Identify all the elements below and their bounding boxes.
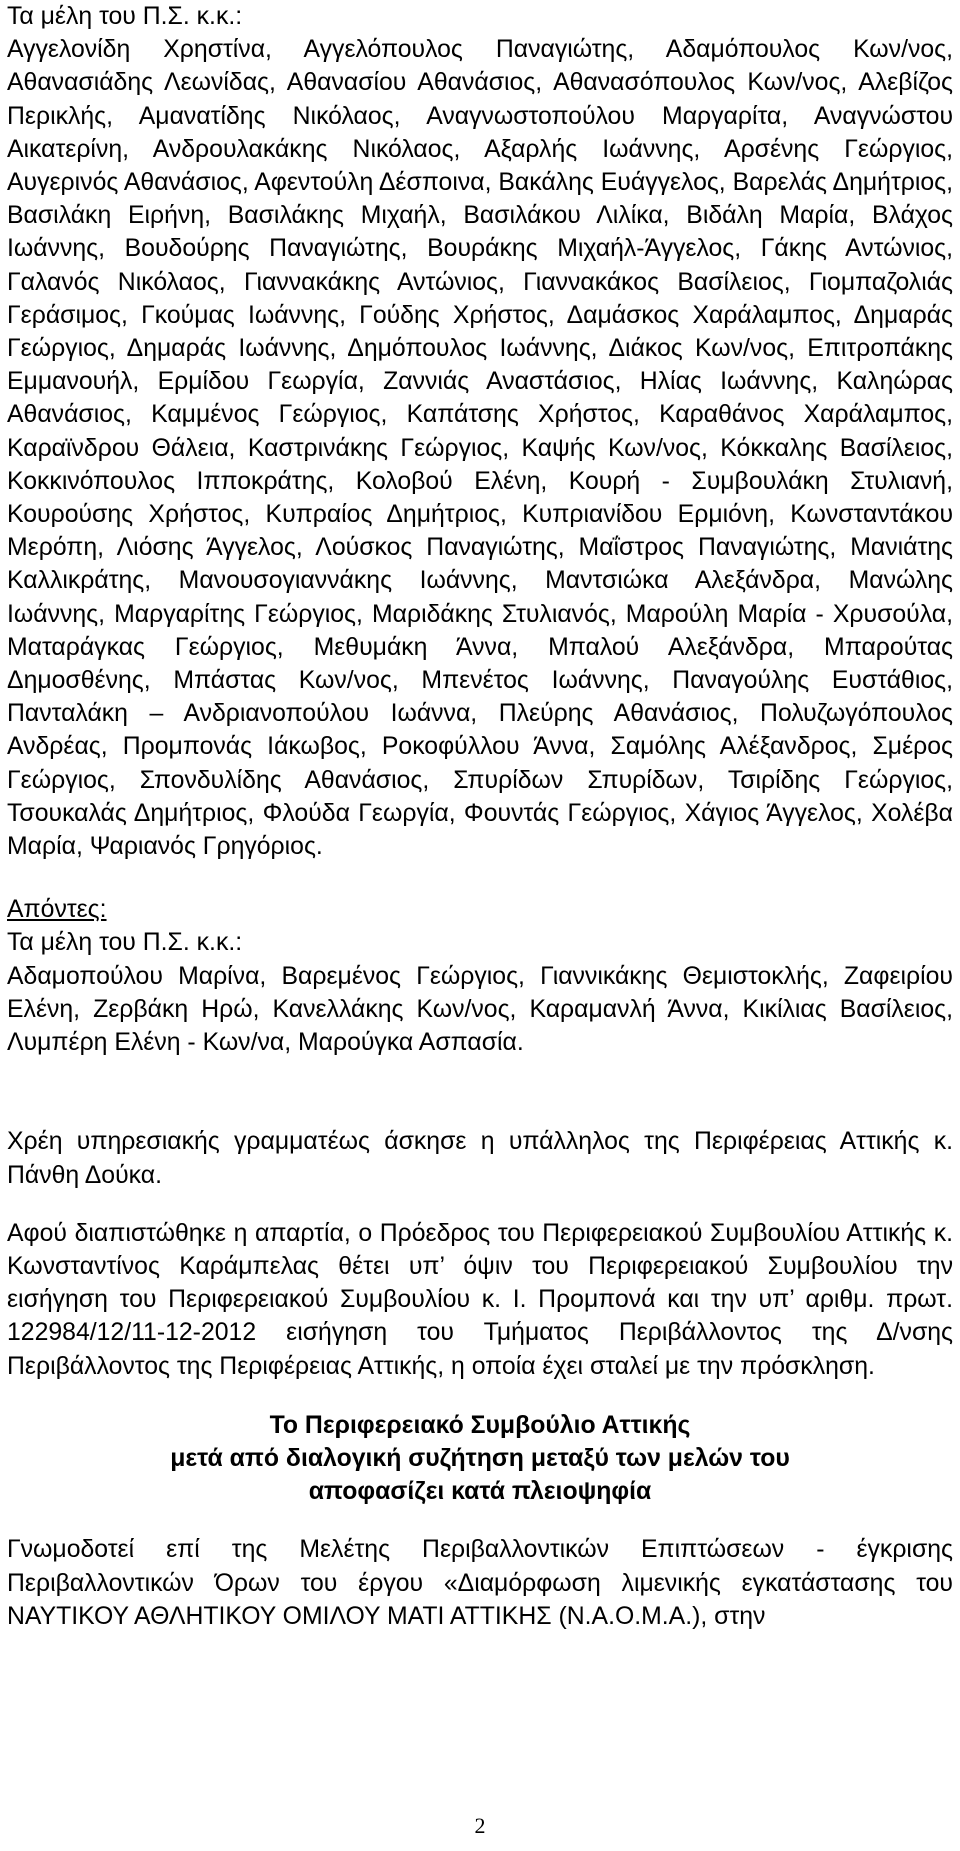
decision-line-discussion: μετά από διαλογική συζήτηση μεταξύ των μελών του (170, 1444, 790, 1472)
decision-line-majority: αποφασίζει κατά πλειοψηφία (308, 1478, 652, 1506)
absent-title: Απόντες: (7, 896, 107, 924)
absent-members-list: Αδαμοπούλου Μαρίνα, Βαρεμένος Γεώργιος, Γιαννικάκης Θεμιστοκλής, Ζαφειρίου Ελένη, Ζερβάκη Ηρώ, Κανελλάκης Κων/νος, Καραμανλή Άννα, Κικίλιας Βασίλειος, Λυμπέρη Ελένη - Κων/να, Μαρούγκα Ασπασία. (7, 962, 953, 1057)
decision-line-council: Το Περιφερειακό Συμβούλιο Αττικής (269, 1411, 691, 1439)
spacer (7, 1508, 953, 1533)
quorum-paragraph: Αφού διαπιστώθηκε η απαρτία, ο Πρόεδρος του Περιφερειακού Συμβουλίου Αττικής κ. Κωνσταντίνος Καράμπελας θέτει υπ’ όψιν του Περιφερειακού Συμβουλίου την εισήγηση του Περιφερειακού Συμβουλίου κ. Ι. Προμπονά και την υπ’ αριθμ. πρωτ. 122984/12/11-12-2012 εισήγηση του Τμήματος Περιβάλλοντος της Δ/νσης Περιβάλλοντος της Περιφέρειας Αττικής, η οποία έχει σταλεί με την πρόσκληση. (7, 1219, 953, 1380)
absent-members-heading: Τα μέλη του Π.Σ. κ.κ.: (7, 929, 243, 957)
secretary-paragraph: Χρέη υπηρεσιακής γραμματέως άσκησε η υπάλληλος της Περιφέρειας Αττικής κ. Πάνθη Δούκα. (7, 1128, 953, 1189)
present-members-heading: Τα μέλη του Π.Σ. κ.κ.: (7, 3, 243, 30)
spacer (7, 1059, 953, 1125)
page-number: 2 (474, 1813, 486, 1838)
document-page (7, 0, 953, 1633)
opinion-paragraph: Γνωμοδοτεί επί της Μελέτης Περιβαλλοντικών Επιπτώσεων - έγκρισης Περιβαλλοντικών Όρων του έργου «Διαμόρφωση λιμενικής εγκατάστασης του ΝΑΥΤΙΚΟΥ ΑΘΛΗΤΙΚΟΥ ΟΜΙΛΟΥ ΜΑΤΙ ΑΤΤΙΚΗΣ (Ν.Α.Ο.Μ.Α.), στην (7, 1536, 953, 1630)
present-members-list: Αγγελονίδη Χρηστίνα, Αγγελόπουλος Παναγιώτης, Αδαμόπουλος Κων/νος, Αθανασιάδης Λεωνίδας, Αθανασίου Αθανάσιος, Αθανασόπουλος Κων/νος, Αλεβίζος Περικλής, Αμανατίδης Νικόλαος, Αναγνωστοπούλου Μαργαρίτα, Αναγνώστου Αικατερίνη, Ανδρουλακάκης Νικόλαος, Αξαρλής Ιωάννης, Αρσένης Γεώργιος, Αυγερινός Αθανάσιος, Αφεντούλη Δέσποινα, Βακάλης Ευάγγελος, Βαρελάς Δημήτριος, Βασιλάκη Ειρήνη, Βασιλάκης Μιχαήλ, Βασιλάκου Λιλίκα, Βιδάλη Μαρία, Βλάχος Ιωάννης, Βουδούρης Παναγιώτης, Βουράκης Μιχαήλ-Άγγελος, Γάκης Αντώνιος, Γαλανός Νικόλαος, Γιαννακάκης Αντώνιος, Γιαννακάκος Βασίλειος, Γιομπαζολιάς Γεράσιμος, Γκούμας Ιωάννης, Γούδης Χρήστος, Δαμάσκος Χαράλαμπος, Δημαράς Γεώργιος, Δημαράς Ιωάννης, Δημόπουλος Ιωάννης, Διάκος Κων/νος, Επιτροπάκης Εμμανουήλ, Ερμίδου Γεωργία, Ζαννιάς Αναστάσιος, Ηλίας Ιωάννης, Καληώρας Αθανάσιος, Καμμένος Γεώργιος, Καπάτσης Χρήστος, Καραθάνος Χαράλαμπος, Καραϊνδρου Θάλεια, Καστρινάκης Γεώργιος, Καψής Κων/νος, Κόκκαλης Βασίλειος, Κοκκινόπουλος Ιπποκράτης, Κολοβού Ελένη, Κουρή - Συμβουλάκη Στυλιανή, Κουρούσης Χρήστος, Κυπραίος Δημήτριος, Κυπριανίδου Ερμιόνη, Κωνσταντάκου Μερόπη, Λιόσης Άγγελος, Λούσκος Παναγιώτης, Μαΐστρος Παναγιώτης, Μανιάτης Καλλικράτης, Μανουσογιαννάκης Ιωάννης, Μαντσιώκα Αλεξάνδρα, Μανώλης Ιωάννης, Μαργαρίτης Γεώργιος, Μαριδάκης Στυλιανός, Μαρούλη Μαρία - Χρυσούλα, Ματαράγκας Γεώργιος, Μεθυμάκη Άννα, Μπαλού Αλεξάνδρα, Μπαρούτας Δημοσθένης, Μπάστας Κων/νος, Μπενέτος Ιωάννης, Παναγούλης Ευστάθιος, Πανταλάκη – Ανδριανοπούλου Ιωάννα, Πλεύρης Αθανάσιος, Πολυζωγόπουλος Ανδρέας, Προμπονάς Ιάκωβος, Ροκοφύλλου Άννα, Σαμόλης Αλέξανδρος, Σμέρος Γεώργιος, Σπονδυλίδης Αθανάσιος, Σπυρίδων Σπυρίδων, Τσιρίδης Γεώργιος, Τσουκαλάς Δημήτριος, Φλούδα Γεωργία, Φουντάς Γεώργιος, Χάγιος Άγγελος, Χολέβα Μαρία, Ψαριανός Γρηγόριος. (7, 36, 953, 861)
spacer (7, 1192, 953, 1217)
decision-block (7, 1409, 953, 1509)
